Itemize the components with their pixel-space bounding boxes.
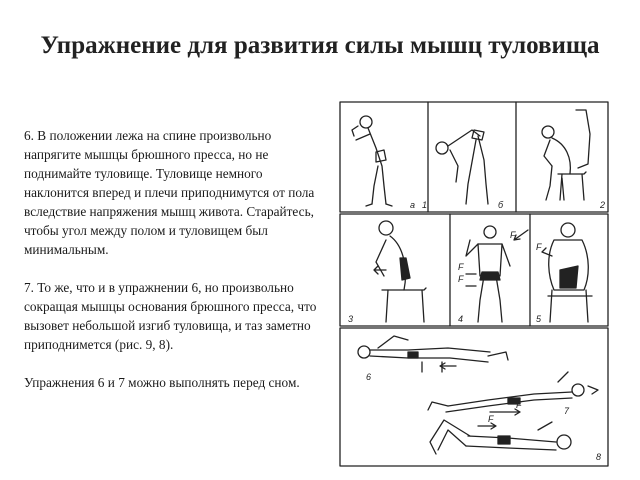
panel-row-1-frame	[340, 102, 608, 212]
panel-label-4: 4	[458, 314, 464, 324]
figure-seated-back	[542, 223, 592, 322]
figure-seated-hunched	[542, 110, 590, 200]
panel-label-2: 2	[600, 200, 606, 210]
panel-label-3: 3	[348, 314, 354, 324]
figure-bending-forward	[436, 130, 488, 204]
panel-label-b: б	[498, 200, 504, 210]
force-label-5: F	[516, 400, 522, 410]
panel-row-3-frame	[340, 328, 608, 466]
force-label-1: F	[510, 230, 516, 240]
panel-label-6: 6	[366, 372, 372, 382]
panel-label-7: 7	[564, 406, 570, 416]
panel-label-8: 8	[596, 452, 602, 462]
force-label-6: F	[488, 414, 494, 424]
figure-lying-6	[358, 336, 508, 372]
figure-panel-labels	[348, 200, 605, 462]
figure-standing-front	[466, 226, 510, 322]
force-label-3: F	[458, 274, 464, 284]
exercise-figure-svg	[338, 100, 610, 468]
force-label-4: F	[536, 242, 542, 252]
bedtime-note-paragraph: Упражнения 6 и 7 можно выполнять перед сном.	[24, 375, 300, 390]
figure-lying-7	[428, 372, 598, 412]
figure-lying-8	[430, 420, 571, 454]
figure-seated-side	[374, 221, 426, 322]
exercise-6-paragraph: 6. В положении лежа на спине произвольно напрягите мышцы брюшного пресса, но не поднимайте туловище. Туловище немного наклонится вперед и плечи приподнимутся от пола вследствие напряжения мышц живота. Старайтесь, чтобы угол между полом и туловищем был минимальным.	[24, 128, 315, 257]
force-label-2: F	[458, 262, 464, 272]
panel-label-1: 1	[422, 200, 428, 210]
page-title: Упражнение для развития силы мышц туловища	[40, 32, 600, 59]
figure-standing-backbend	[352, 116, 392, 206]
exercise-7-paragraph: 7. То же, что и в упражнении 6, но произвольно сокращая мышцы основания брюшного пресса, что вызовет небольшой изгиб туловища, и таз заметно приподнимется (рис. 9, 8).	[24, 280, 317, 352]
panel-label-5: 5	[536, 314, 542, 324]
panel-label-a: a	[410, 200, 416, 210]
exercise-text-column	[24, 126, 330, 411]
exercise-illustration	[338, 100, 610, 468]
